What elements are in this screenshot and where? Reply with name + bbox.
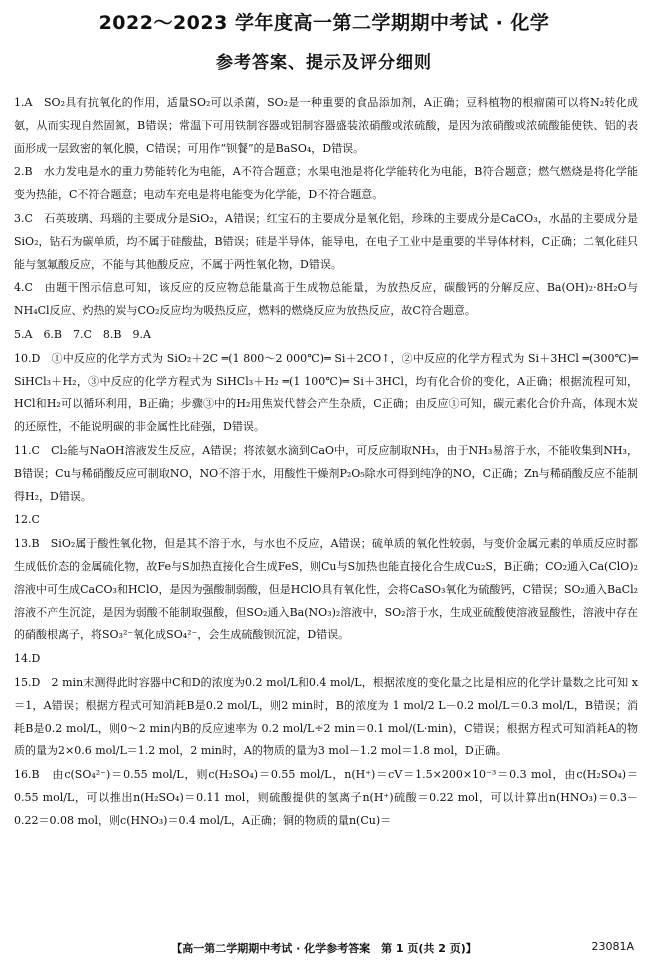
answer-item-14: 14.D [14, 652, 41, 666]
answer-item-12: 12.C [14, 513, 40, 527]
answer-item-15: 15.D 2 min末测得此时容器中C和D的浓度为0.2 mol/L和0.4 mol/L，根据浓度的变化量之比是相应的化学计量数之比可知 x＝1，A错误；根据方程式可知消耗B是0.2 mol/L，则2 min时，B的浓度为 1 mol/2 L－0.2 mol/L＝0.3 mol/L，B错误；消耗B是0.2 mol/L，则0～2 min内B的反应速率为 0.2 mol/L÷2 min＝0.1 mol/(L·min)，C错误；根据方程式可知消耗A的物质的量为2×0.6 mol/L＝1.2 mol，2 min时，A的物质的量为3 mol－1.2 mol＝1.8 mol，D正确。 [14, 675, 638, 758]
page-subtitle: 参考答案、提示及评分细则 [216, 53, 432, 73]
answer-item-2: 2.B 水力发电是水的重力势能转化为电能，A不符合题意；水果电池是将化学能转化为电能，B符合题意；燃气燃烧是将化学能变为热能，C不符合题意；电动车充电是将电能变为化学能，D不符合题意。 [14, 165, 638, 202]
answer-item-5-9: 5.A 6.B 7.C 8.B 9.A [14, 327, 151, 341]
page-title: 2022～2023 学年度高一第二学期期中考试 · 化学 [98, 12, 550, 34]
answer-item-16: 16.B 由c(SO₄²⁻)＝0.55 mol/L，则c(H₂SO₄)＝0.55 mol/L，n(H⁺)＝cV＝1.5×200×10⁻³＝0.3 mol，由c(H₂SO₄)＝0.55 mol/L，可以推出n(H₂SO₄)＝0.11 mol，则硫酸提供的氢离子n(H⁺)硫酸＝0.22 mol，可以计算出n(HNO₃)＝0.3－0.22＝0.08 mol，则c(HNO₃)＝0.4 mol/L，A正确；铜的物质的量n(Cu)＝ [14, 768, 638, 827]
answer-item-3: 3.C 石英玻璃、玛瑙的主要成分是SiO₂，A错误；红宝石的主要成分是氧化铝，珍珠的主要成分是CaCO₃，水晶的主要成分是SiO₂，钻石为碳单质，均不属于硅酸盐，B错误；硅是半导体，能导电，在电子工业中是重要的半导体材料，C正确；二氧化硅只能与氢氟酸反应，不能与其他酸反应，不属于两性氧化物，D错误。 [14, 211, 638, 271]
doc-code: 23081A [591, 940, 634, 953]
answer-item-10: 10.D ①中反应的化学方式为 SiO₂＋2C ═(1 800～2 000℃)═ Si＋2CO↑，②中反应的化学方程式为 Si＋3HCl ═(300℃)═ SiHCl₃＋H₂，③中反应的化学方程式为 SiHCl₃＋H₂ ═(1 100℃)═ Si＋3HCl，均有化合价的变化，A正确；根据流程可知，HCl和H₂可以循环利用，B正确；步骤③中的H₂用焦炭代替会产生杂质，C正确；由反应①可知，碳元素化合价升高，体现木炭的还原性，不能说明碳的非金属性比硅强，D错误。 [14, 351, 638, 434]
page-footer [0, 940, 648, 956]
answer-item-4: 4.C 由题干图示信息可知，该反应的反应物总能量高于生成物总能量，为放热反应，碳酸钙的分解反应、Ba(OH)₂·8H₂O与NH₄Cl反应、灼热的炭与CO₂反应均为吸热反应，燃料的燃烧反应为放热反应，故C符合题意。 [14, 281, 638, 318]
footer-text: 【高一第二学期期中考试 · 化学参考答案 第 1 页(共 2 页)】 [171, 942, 477, 955]
answer-item-1: 1.A SO₂具有抗氧化的作用，适量SO₂可以杀菌，SO₂是一种重要的食品添加剂，A正确；豆科植物的根瘤菌可以将N₂转化成氨，从而实现自然固氮，B错误；常温下可用铁制容器或铝制容器盛装浓硝酸或浓硫酸，是因为浓硝酸或浓硫酸能使铁、铝的表面形成一层致密的氧化膜，C错误；可用作“钡餐”的是BaSO₄，D错误。 [14, 96, 638, 155]
answer-item-11: 11.C Cl₂能与NaOH溶液发生反应，A错误；将浓氨水滴到CaO中，可反应制取NH₃，由于NH₃易溶于水，不能收集到NH₃，B错误；Cu与稀硝酸反应可制取NO，NO不溶于水，用酸性干燥剂P₂O₅除水可得到纯净的NO，C正确；Zn与稀硝酸反应不能制得H₂，D错误。 [14, 443, 638, 503]
answer-list [14, 92, 638, 834]
answer-item-13: 13.B SiO₂属于酸性氧化物，但是其不溶于水，与水也不反应，A错误；硫单质的氧化性较弱，与变价金属元素的单质反应时都生成低价态的金属硫化物，故Fe与S加热直接化合生成FeS，则Cu与S加热也能直接化合生成Cu₂S，B正确；CO₂通入Ca(ClO)₂溶液中可生成CaCO₃和HClO，是因为强酸制弱酸，但是HClO具有氧化性，会将CaSO₃氧化为硫酸钙，C错误；SO₂通入BaCl₂溶液不产生沉淀，是因为弱酸不能制取强酸，但SO₂通入Ba(NO₃)₂溶液中，SO₂溶于水，生成亚硫酸使溶液显酸性，溶液中存在的硝酸根离子，将SO₃²⁻氧化成SO₄²⁻，会生成硫酸钡沉淀，D错误。 [14, 537, 638, 642]
